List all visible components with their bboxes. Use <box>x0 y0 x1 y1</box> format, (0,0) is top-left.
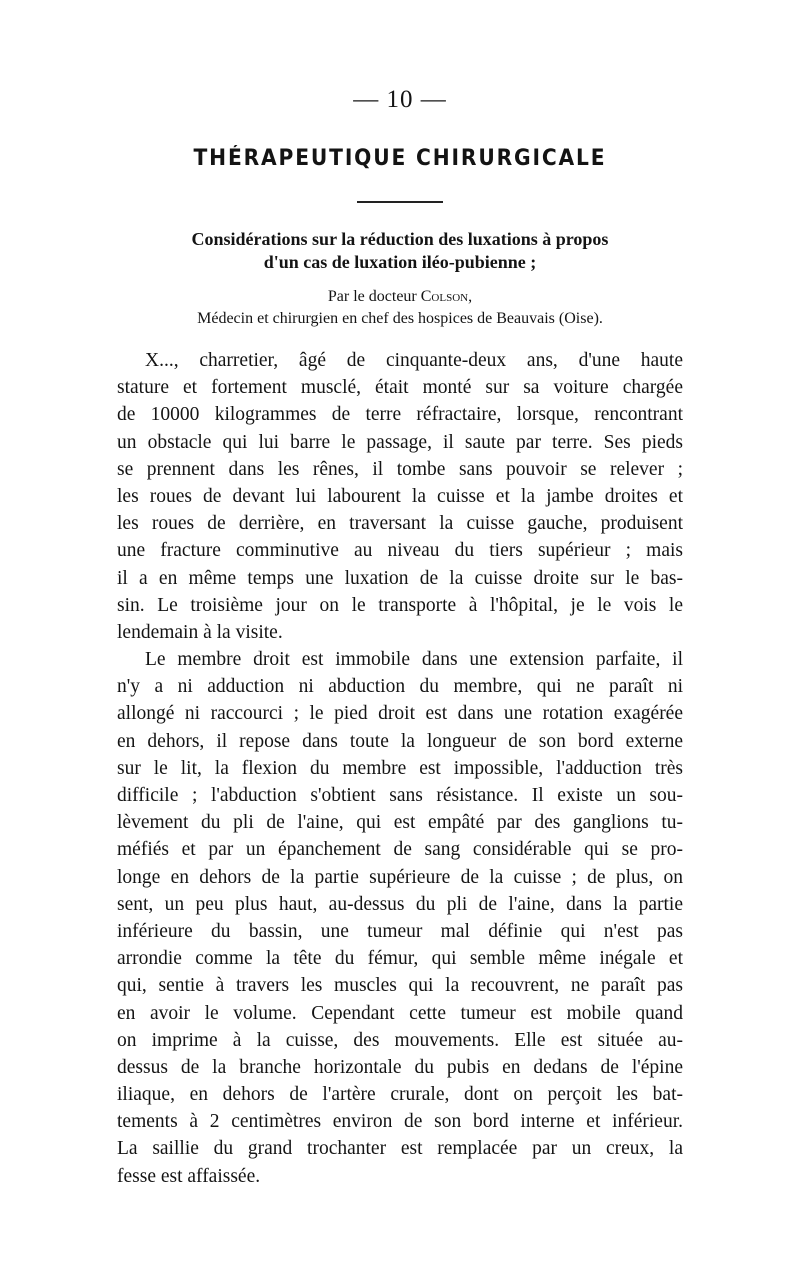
paragraph-2 <box>117 646 683 1190</box>
byline-author-line <box>110 286 690 308</box>
byline-suffix: , <box>468 288 473 305</box>
byline-affiliation: Médecin et chirurgien en chef des hospices de Beauvais (Oise). <box>197 310 603 327</box>
article-title-line-1: Considérations sur la réduction des luxations à propos <box>191 229 609 249</box>
title-divider <box>357 201 443 203</box>
text-line: lendemain à la visite. <box>117 621 283 643</box>
text-line: qui, sentie à travers les muscles qui la recouvrent, ne paraît pas <box>117 975 683 997</box>
text-line: sin. Le troisième jour on le transporte à l'hôpital, je le vois le <box>117 594 683 616</box>
text-line: X..., charretier, âgé de cinquante-deux ans, d'une haute <box>145 350 683 371</box>
text-line: tements à 2 centimètres environ de son bord interne et inférieur. <box>117 1111 683 1133</box>
text-line: La saillie du grand trochanter est remplacée par un creux, la <box>117 1138 683 1160</box>
text-line: en avoir le volume. Cependant cette tumeur est mobile quand <box>117 1002 683 1024</box>
text-line: sur le lit, la flexion du membre est impossible, l'adduction très <box>117 757 683 779</box>
author-name: Colson <box>420 288 469 305</box>
text-line: une fracture comminutive au niveau du tiers supérieur ; mais <box>117 540 683 562</box>
text-line: on imprime à la cuisse, des mouvements. Elle est située au- <box>117 1029 683 1051</box>
text-line: iliaque, en dehors de l'artère crurale, dont on perçoit les bat- <box>117 1084 683 1106</box>
text-line: difficile ; l'abduction s'obtient sans résistance. Il existe un sou- <box>117 785 683 806</box>
text-line: en dehors, il repose dans toute la longueur de son bord externe <box>117 730 683 752</box>
page-number: — 10 — <box>353 86 447 113</box>
text-line: les roues de devant lui labourent la cuisse et la jambe droites et <box>117 485 683 507</box>
text-line: Le membre droit est immobile dans une extension parfaite, il <box>145 649 683 671</box>
text-line: il a en même temps une luxation de la cuisse droite sur le bas- <box>117 567 683 589</box>
text-line: sent, un peu plus haut, au-dessus du pli de l'aine, dans la partie <box>117 893 683 915</box>
text-line: n'y a ni adduction ni abduction du membre, qui ne paraît ni <box>117 676 683 698</box>
text-line: méfiés et par un épanchement de sang considérable qui se pro- <box>117 839 683 861</box>
paragraph-1 <box>117 347 683 646</box>
text-line: de 10000 kilogrammes de terre réfractaire, lorsque, rencontrant <box>117 404 683 426</box>
text-line: se prennent dans les rênes, il tombe sans pouvoir se relever ; <box>117 458 683 480</box>
text-line: inférieure du bassin, une tumeur mal définie qui n'est pas <box>117 920 683 942</box>
article-body <box>117 347 683 1190</box>
byline-prefix: Par le docteur <box>327 288 421 305</box>
text-line: arrondie comme la tête du fémur, qui semble même inégale et <box>117 948 683 970</box>
text-line: un obstacle qui lui barre le passage, il saute par terre. Ses pieds <box>117 431 683 453</box>
byline <box>110 286 690 330</box>
article-title-line-2: d'un cas de luxation iléo-pubienne ; <box>263 252 537 272</box>
section-title: THÉRAPEUTIQUE CHIRURGICALE <box>193 146 607 171</box>
text-line: dessus de la branche horizontale du pubis en dedans de l'épine <box>117 1056 683 1078</box>
text-line: fesse est affaissée. <box>117 1165 261 1187</box>
text-line: lèvement du pli de l'aine, qui est empâté par des ganglions tu- <box>117 812 683 834</box>
text-line: les roues de derrière, en traversant la cuisse gauche, produisent <box>117 513 683 535</box>
text-line: longe en dehors de la partie supérieure de la cuisse ; de plus, on <box>117 866 683 888</box>
text-line: allongé ni raccourci ; le pied droit est dans une rotation exagérée <box>117 703 683 725</box>
text-line: stature et fortement musclé, était monté sur sa voiture chargée <box>117 377 683 399</box>
article-title <box>120 228 680 274</box>
